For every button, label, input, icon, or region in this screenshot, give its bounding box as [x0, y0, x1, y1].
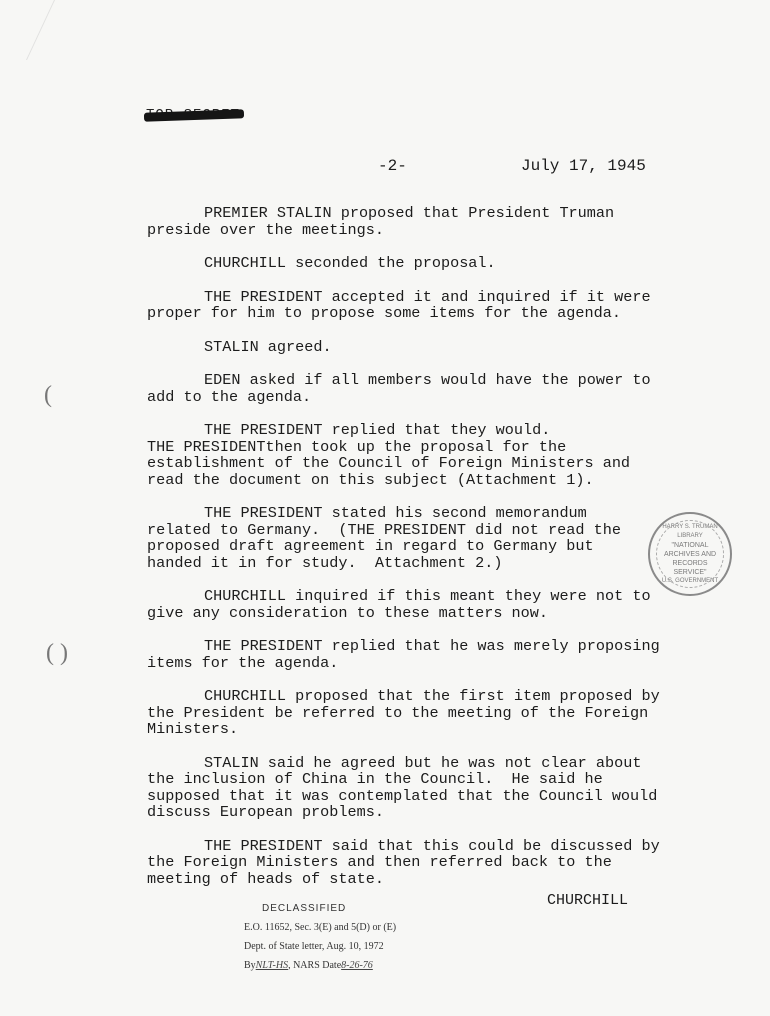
declass-signoff	[244, 959, 396, 972]
paragraph: THE PRESIDENT stated his second memorandum related to Germany. (THE PRESIDENT did not read the proposed draft agreement in regard to Germany but handed it in for study. Attachment 2.)	[147, 504, 631, 572]
document-body	[147, 205, 667, 904]
stamp-text: SERVICE"	[673, 568, 707, 576]
corner-fold-mark	[0, 0, 55, 60]
paragraph: CHURCHILL proposed that the first item proposed by the President be referred to the meeting of the Foreign Ministers.	[147, 687, 669, 738]
margin-mark: ( )	[46, 640, 68, 666]
stamp-text: HARRY S. TRUMAN LIBRARY	[662, 523, 718, 539]
declassification-block	[244, 902, 396, 972]
stamp-text: U.S. GOVERNMENT	[661, 577, 719, 584]
paragraph: EDEN asked if all members would have the power to add to the agenda.	[147, 371, 660, 406]
paragraph: THE PRESIDENT accepted it and inquired if it were proper for him to propose some items for the agenda.	[147, 287, 660, 322]
paragraph: STALIN agreed.	[204, 337, 332, 356]
document-date: July 17, 1945	[521, 157, 646, 175]
stamp-text: ARCHIVES AND	[663, 550, 717, 558]
paragraph: STALIN said he agreed but he was not clear about the inclusion of China in the Council. He said he supposed that it was contemplated that the Council would discuss European problems.	[147, 753, 667, 821]
paragraph: CHURCHILL inquired if this meant they were not to give any consideration to these matters now.	[147, 587, 660, 622]
by-label: By	[244, 960, 256, 971]
paragraph: THE PRESIDENT replied that he was merely proposing items for the agenda.	[147, 637, 669, 672]
signature-label: CHURCHILL	[547, 892, 629, 909]
paragraph: THE PRESIDENT replied that they would. THE PRESIDENTthen took up the proposal for the establishment of the Council of Foreign Ministers and read the document on this subject (Attachment 1).	[147, 421, 631, 489]
stamp-text: "NATIONAL	[671, 541, 709, 549]
paragraph: PREMIER STALIN proposed that President Truman preside over the meetings.	[147, 204, 624, 239]
by-initials: NLT-HS	[255, 960, 289, 971]
nars-date-value: 8-26-76	[341, 960, 373, 971]
archive-stamp	[648, 512, 732, 596]
paragraph: CHURCHILL seconded the proposal.	[204, 254, 496, 272]
declass-letter: Dept. of State letter, Aug. 10, 1972	[244, 941, 384, 952]
page-number: -2-	[378, 157, 407, 175]
stamp-text: RECORDS	[672, 559, 708, 567]
declassified-heading: DECLASSIFIED	[262, 903, 347, 914]
paragraph: THE PRESIDENT said that this could be discussed by the Foreign Ministers and then referred back to the meeting of heads of state.	[147, 836, 669, 888]
nars-date-label: , NARS Date	[288, 960, 342, 971]
margin-mark: (	[44, 382, 52, 408]
classification-marking	[146, 107, 240, 123]
declass-authority: E.O. 11652, Sec. 3(E) and 5(D) or (E)	[244, 922, 397, 933]
